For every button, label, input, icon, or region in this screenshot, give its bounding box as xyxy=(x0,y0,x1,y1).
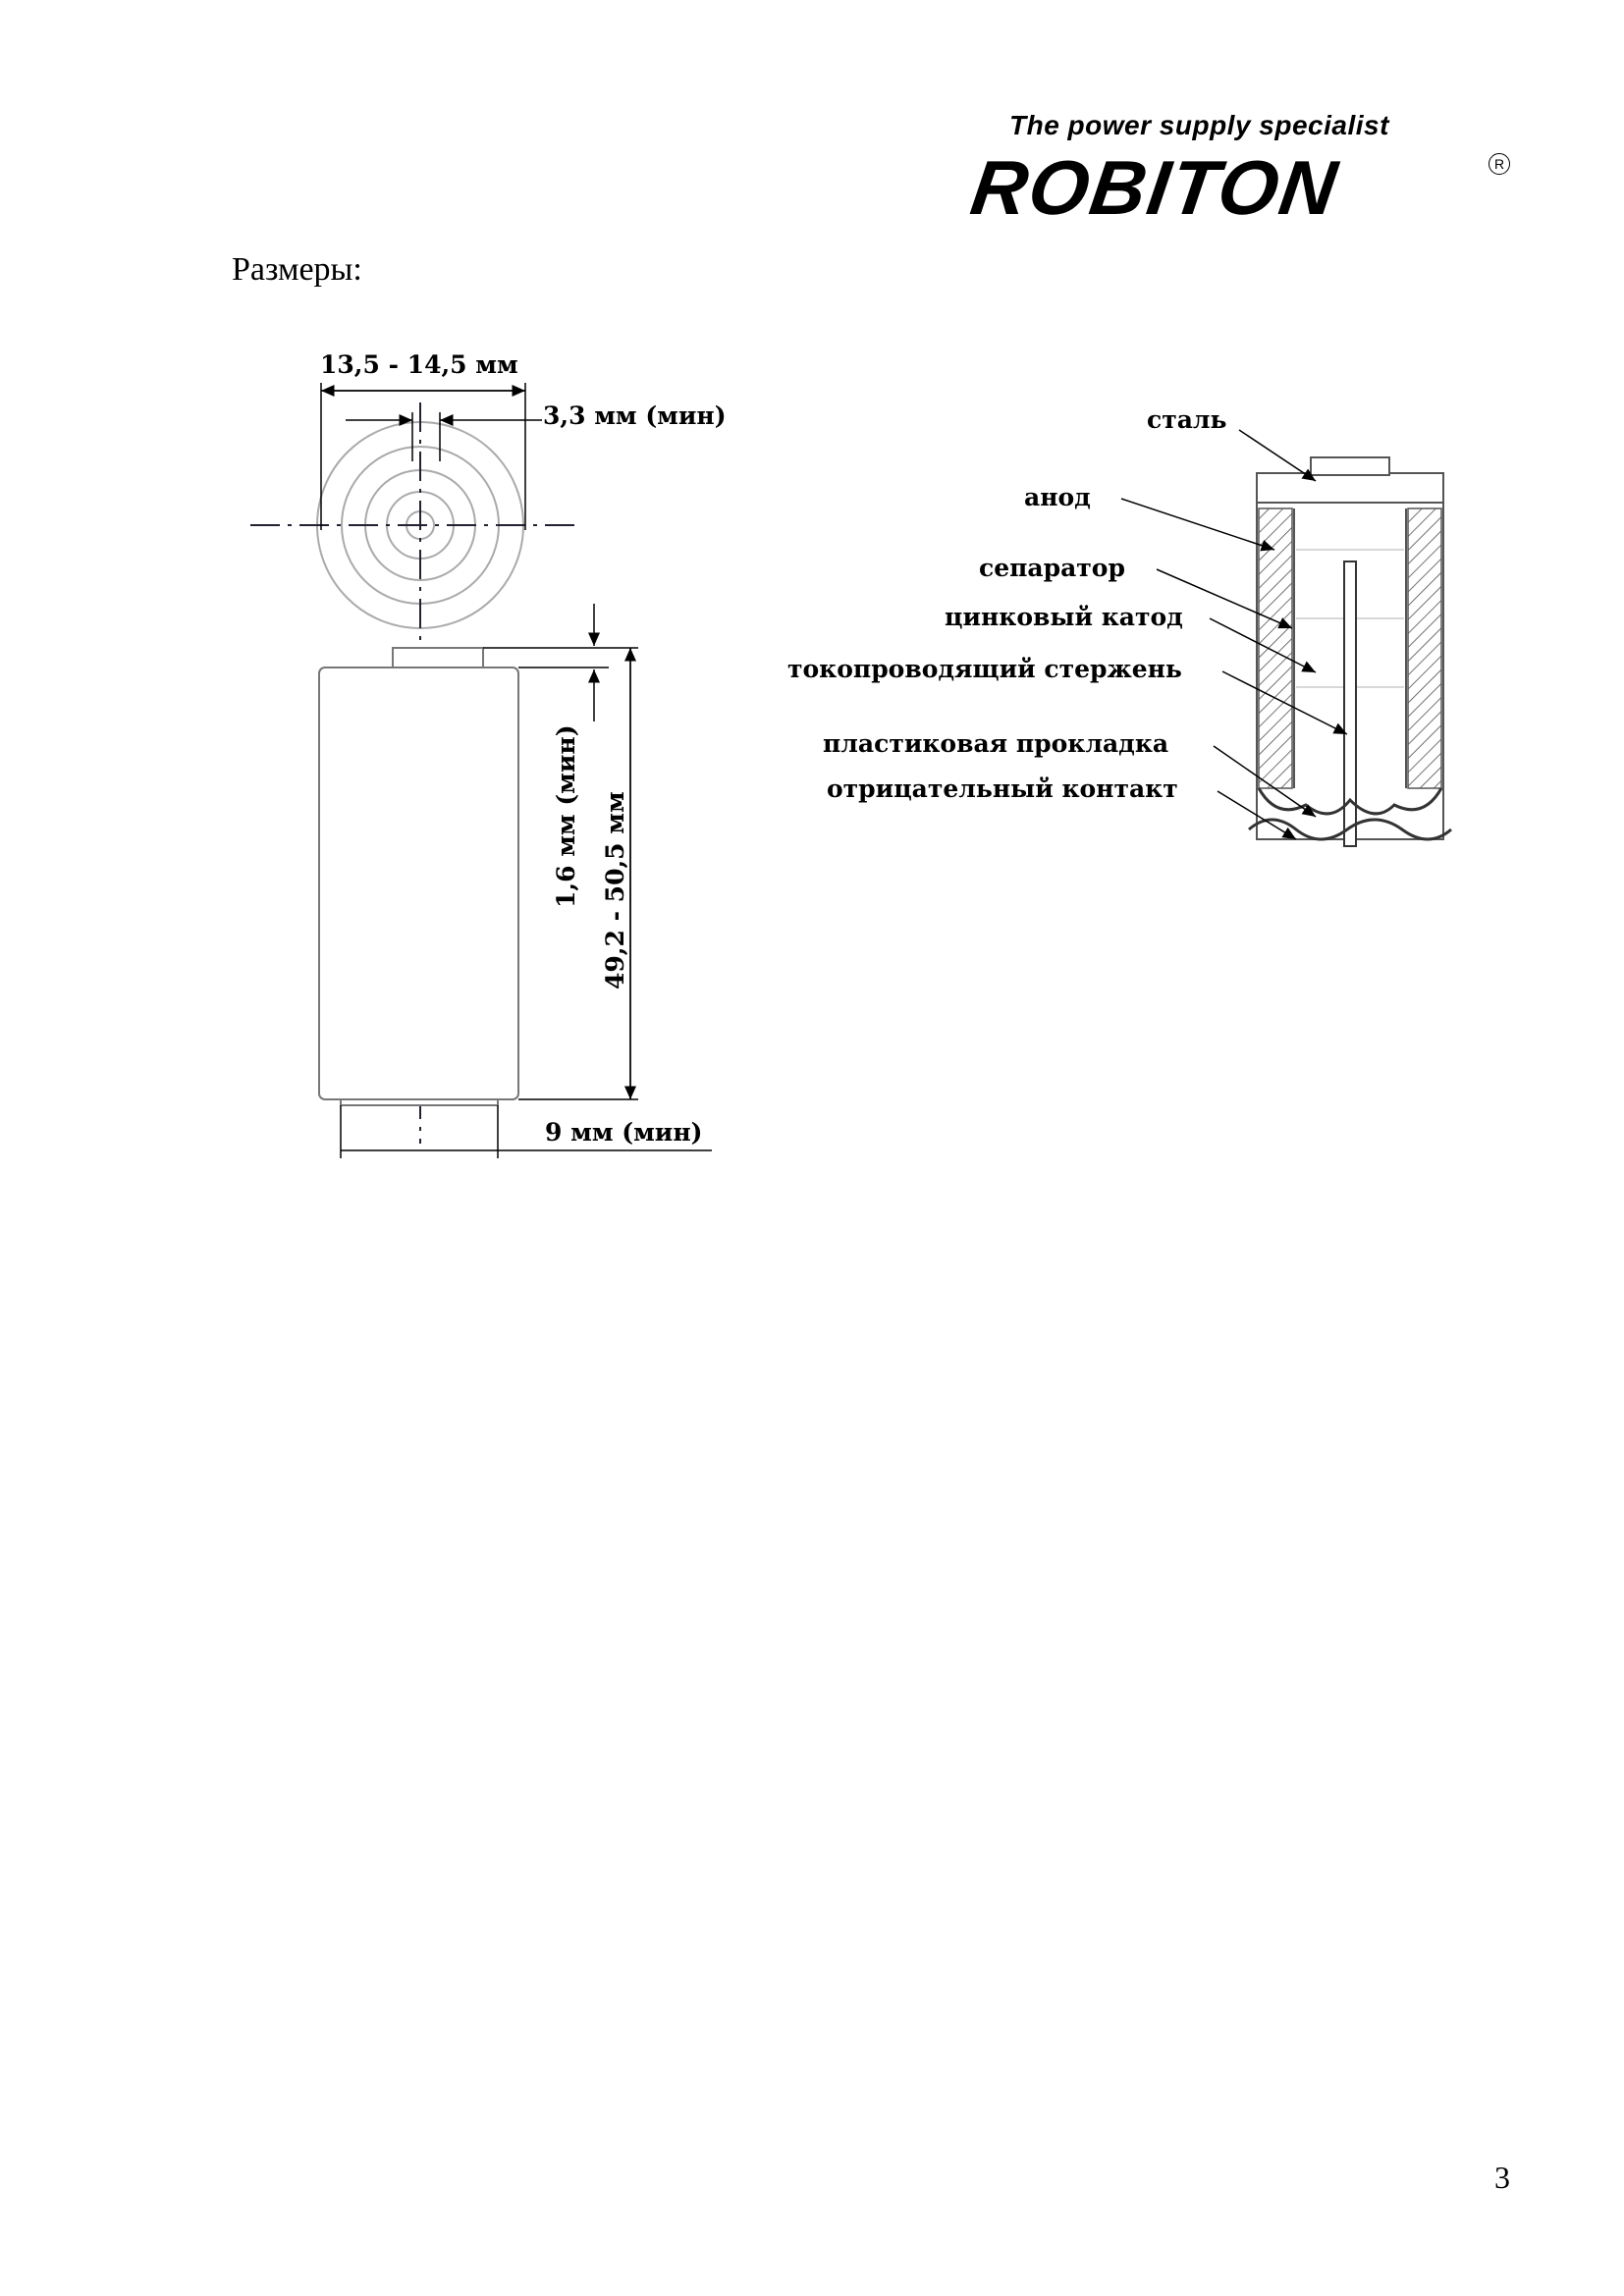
battery-top-terminal xyxy=(393,648,483,667)
battery-base xyxy=(341,1099,498,1105)
height-label: 49,2 - 50,5 мм xyxy=(601,791,629,989)
dimension-drawing xyxy=(250,350,727,1158)
section-heading: Размеры: xyxy=(232,251,362,288)
label-gasket: пластиковая прокладка xyxy=(823,729,1169,758)
label-negative-contact: отрицательный контакт xyxy=(827,774,1178,803)
label-anode: анод xyxy=(1024,483,1091,511)
cutaway-drawing xyxy=(787,405,1451,846)
base-width-label: 9 мм (мин) xyxy=(545,1118,703,1147)
registered-mark: R xyxy=(1489,153,1510,175)
battery-body xyxy=(319,667,518,1099)
diameter-label: 13,5 - 14,5 мм xyxy=(320,350,518,379)
label-separator: сепаратор xyxy=(979,554,1125,582)
label-rod: токопроводящий стержень xyxy=(787,655,1182,683)
page-number: 3 xyxy=(1494,2160,1510,2195)
label-steel: сталь xyxy=(1147,405,1227,434)
positive-terminal xyxy=(1311,457,1389,475)
terminal-height-label: 1,6 мм (мин) xyxy=(552,724,580,908)
anode-right xyxy=(1408,508,1441,788)
logo-brand: ROBITON xyxy=(965,144,1344,231)
anode-left xyxy=(1259,508,1292,788)
logo-tagline: The power supply specialist xyxy=(1009,110,1389,140)
label-zinc-cathode: цинковый катод xyxy=(945,603,1183,631)
terminal-width-label: 3,3 мм (мин) xyxy=(543,401,727,430)
